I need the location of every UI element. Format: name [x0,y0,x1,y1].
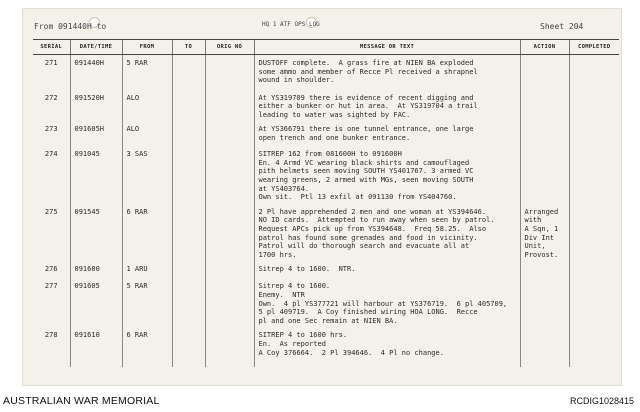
cell-completed [569,55,619,90]
cell-completed [569,121,619,146]
table-row [33,55,619,90]
cell-datetime: 091545 [70,204,122,262]
col-header-completed: COMPLETED [569,40,619,55]
cell-datetime: 091045 [70,146,122,204]
header-sheet-number: Sheet 204 [540,22,584,31]
cell-from: 6 RAR [122,327,172,367]
col-header-message: MESSAGE OR TEXT [254,40,520,55]
cell-datetime: 091605 [70,278,122,327]
cell-to [172,146,205,204]
table-row [33,121,619,146]
cell-message: SITREP 162 from 081600H to 091600H En. 4 Armd VC wearing black shirts and camouflaged pith helmets seen moving SOUTH YS401767. 3 armed VC wearing greens, 2 armed with MGs, seen moving SOUTH at YS403764. Own sit. Ptl 13 exfil at 091130 from YS404760. [254,146,520,204]
cell-message: 2 Pl have apprehended 2 men and one woman at YS394646. NO ID cards. Attempted to run away when seen by patrol. Request APCs pick up from YS394648. Freq 58.25. Also patrol has found some grenades and food in vicinity. Patrol will do thorough search and evacuate all at 1700 hrs. [254,204,520,262]
col-header-orig-no: ORIG NO [205,40,254,55]
cell-action [520,90,569,122]
cell-orig-no [205,204,254,262]
cell-datetime: 091520H [70,90,122,122]
cell-orig-no [205,278,254,327]
cell-datetime: 091605H [70,121,122,146]
table-row [33,146,619,204]
cell-orig-no [205,327,254,367]
cell-to [172,278,205,327]
header-title: HQ 1 ATF OPS LOG [262,21,320,28]
col-header-datetime: DATE/TIME [70,40,122,55]
cell-from: ALO [122,121,172,146]
cell-message: DUSTOFF complete. A grass fire at NIEN BA exploded some ammo and member of Recce Pl received a shrapnel wound in shoulder. [254,55,520,90]
cell-orig-no [205,121,254,146]
col-header-from: FROM [122,40,172,55]
cell-to [172,121,205,146]
cell-action [520,278,569,327]
cell-completed [569,90,619,122]
col-header-to: TO [172,40,205,55]
cell-serial: 275 [44,207,58,216]
cell-from: 5 RAR [122,55,172,90]
cell-to [172,204,205,262]
cell-serial: 271 [44,59,58,67]
cell-action [520,327,569,367]
cell-message: At YS366791 there is one tunnel entrance, one large open trench and one bunker entrance. [254,121,520,146]
table-row [33,327,619,367]
table-row [33,204,619,262]
cell-completed [569,261,619,278]
cell-action: Arranged with A Sqn, 1 Div Int Unit, Provost. [520,204,569,262]
cell-action [520,55,569,90]
cell-action [520,121,569,146]
header-from-line: From 091440H to [34,22,107,31]
cell-datetime: 091610 [70,327,122,367]
cell-from: 3 SAS [122,146,172,204]
cell-to [172,327,205,367]
cell-to [172,261,205,278]
col-header-serial: SERIAL [33,40,70,55]
col-header-action: ACTION [520,40,569,55]
cell-action [520,261,569,278]
cell-orig-no [205,90,254,122]
cell-serial: 277 [44,282,58,291]
cell-from: ALO [122,90,172,122]
cell-datetime: 091600 [70,261,122,278]
cell-from: 6 RAR [122,204,172,262]
cell-completed [569,327,619,367]
archive-footer [0,386,640,412]
cell-orig-no [205,55,254,90]
cell-serial: 272 [44,93,58,102]
table-row [33,90,619,122]
table-row [33,278,619,327]
cell-message: Sitrep 4 to 1600. Enemy. NTR Own. 4 pl YS377721 will harbour at YS376719. 6 pl 405709, 5 pl 409719. A Coy finished wiring HOA LONG. Recce pl and one Sec remain at NIEN BA. [254,278,520,327]
cell-serial: 276 [44,265,58,274]
cell-serial: 278 [44,331,58,340]
cell-from: 1 ARU [122,261,172,278]
cell-datetime: 091440H [70,55,122,90]
cell-message: Sitrep 4 to 1600. NTR. [254,261,520,278]
ops-log-table [33,39,619,367]
archive-name: AUSTRALIAN WAR MEMORIAL [3,395,160,407]
cell-serial: 273 [44,125,58,134]
cell-message: At YS319709 there is evidence of recent digging and either a bunker or hut in area. At YS319704 a trail leading to water was sighted by FAC. [254,90,520,122]
cell-to [172,90,205,122]
cell-orig-no [205,261,254,278]
cell-message: SITREP 4 to 1600 hrs. En. As reported A Coy 376664. 2 Pl 394646. 4 Pl no change. [254,327,520,367]
cell-to [172,55,205,90]
cell-orig-no [205,146,254,204]
archive-reference: RCDIG1028415 [569,396,634,406]
cell-completed [569,146,619,204]
cell-completed [569,204,619,262]
table-header-row [33,40,619,55]
cell-from: 5 RAR [122,278,172,327]
cell-completed [569,278,619,327]
cell-action [520,146,569,204]
table-row [33,261,619,278]
cell-serial: 274 [44,150,58,159]
